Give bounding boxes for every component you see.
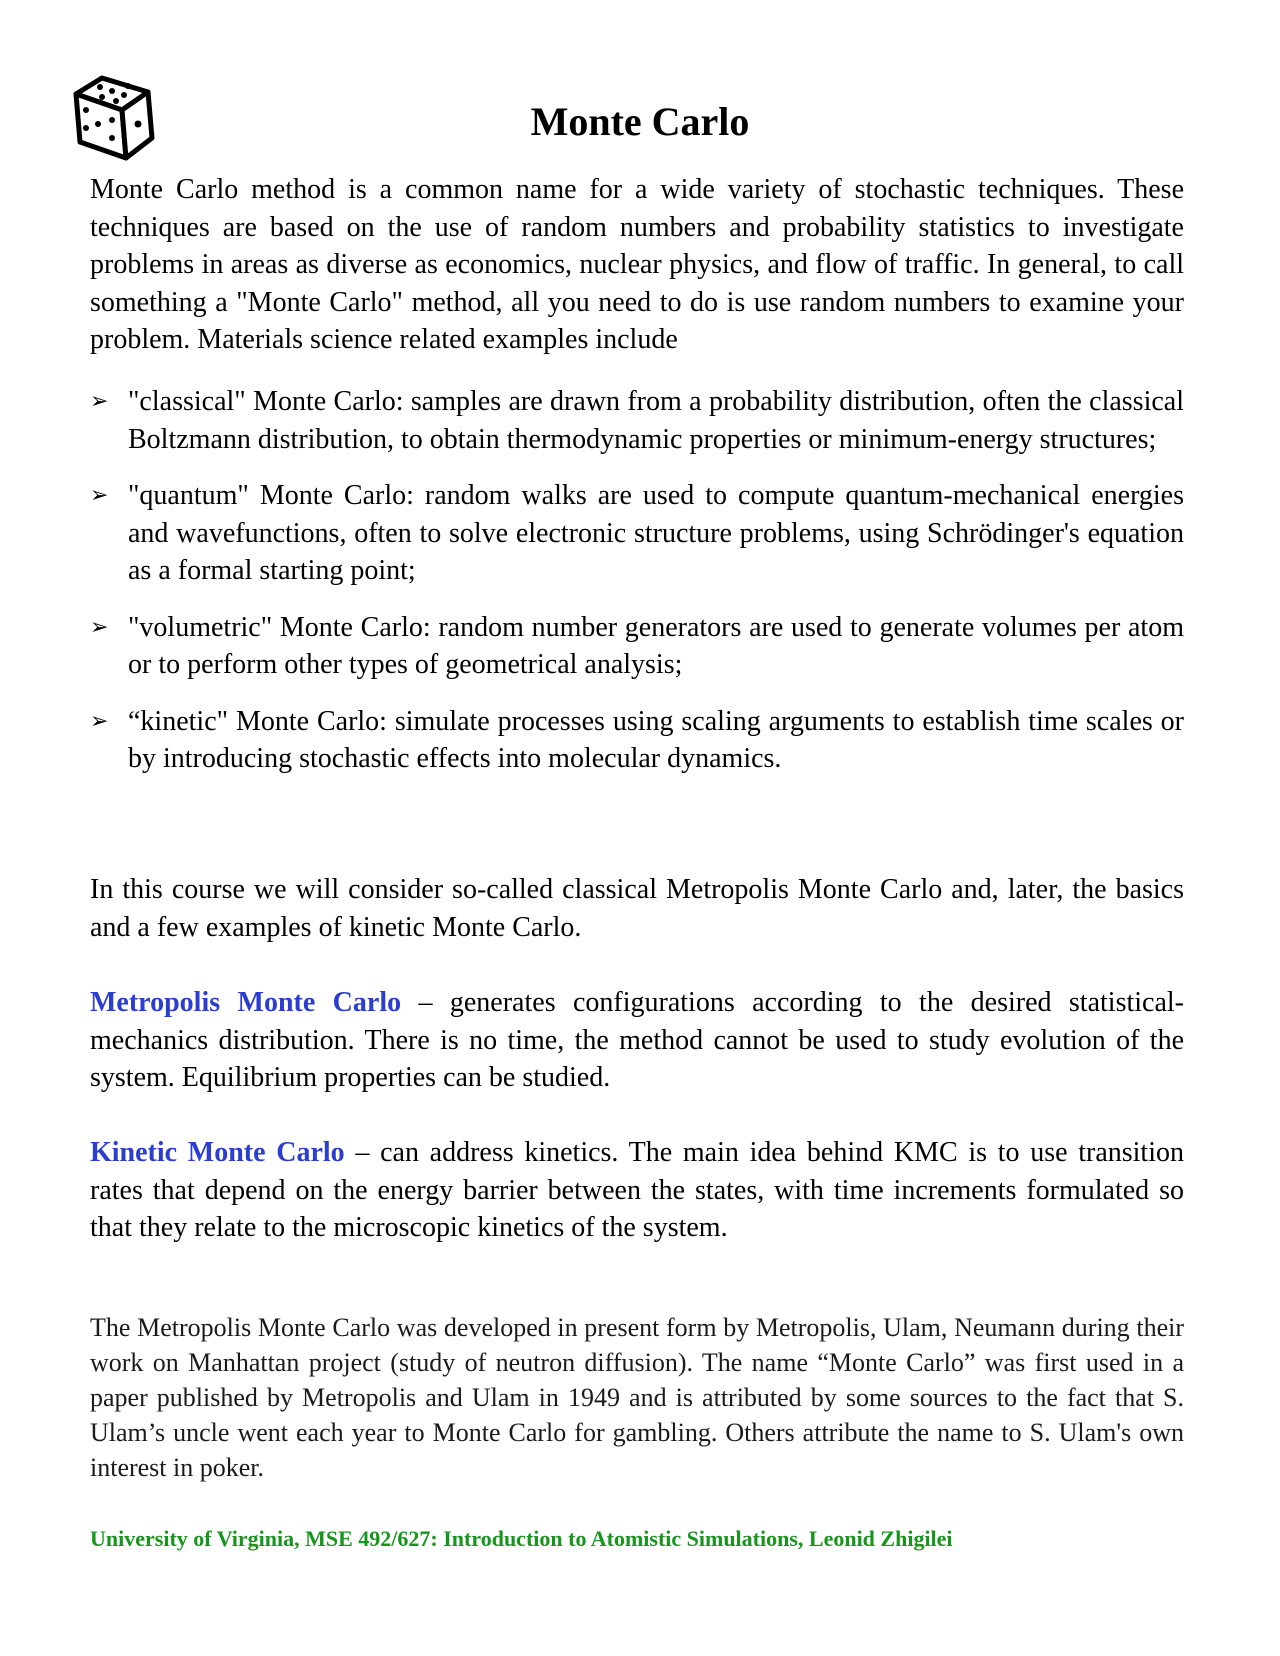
arrow-bullet-icon: ➢ [90,708,109,734]
list-item-text: "volumetric" Monte Carlo: random number generators are used to generate volumes per atom or to perform other types of geometrical analysis; [128,611,1184,680]
kinetic-paragraph [90,1134,1184,1247]
list-item [90,609,1184,684]
list-item [90,477,1184,590]
list-item-text: “kinetic" Monte Carlo: simulate processes using scaling arguments to establish time scales or by introducing stochastic effects into molecular dynamics. [128,705,1184,774]
list-item-text: "quantum" Monte Carlo: random walks are used to compute quantum-mechanical energies and wavefunctions, often to solve electronic structure problems, using Schrödinger's equation as a formal starting point; [128,480,1184,586]
arrow-bullet-icon: ➢ [90,614,109,640]
metropolis-description: – generates configurations according to the desired statistical-mechanics distribution. There is no time, the method cannot be used to study evolution of the system. Equilibrium properties can be studied. [90,987,1184,1093]
kinetic-description: – can address kinetics. The main idea behind KMC is to use transition rates that depend on the energy barrier between the states, with time increments formulated so that they relate to the microscopic kinetics of the system. [90,1137,1184,1243]
metropolis-term: Metropolis Monte Carlo [90,987,402,1018]
list-item-text: "classical" Monte Carlo: samples are drawn from a probability distribution, often the classical Boltzmann distribution, to obtain thermodynamic properties or minimum-energy structures; [128,386,1184,455]
intro-paragraph: Monte Carlo method is a common name for a wide variety of stochastic techniques. These techniques are based on the use of random numbers and probability statistics to investigate problems in areas as diverse as economics, nuclear physics, and flow of traffic. In general, to call something a "Monte Carlo" method, all you need to do is use random numbers to examine your problem. Materials science related examples include [90,174,1184,355]
list-item [90,383,1184,458]
course-paragraph: In this course we will consider so-called classical Metropolis Monte Carlo and, later, the basics and a few examples of kinetic Monte Carlo. [90,874,1184,943]
page-title: Monte Carlo [530,99,750,144]
footer-credit: University of Virginia, MSE 492/627: Introduction to Atomistic Simulations, Leonid Zhigilei [90,1526,953,1551]
kinetic-term: Kinetic Monte Carlo [90,1137,345,1168]
arrow-bullet-icon: ➢ [90,389,109,414]
arrow-bullet-icon: ➢ [90,483,109,508]
examples-list [90,383,1184,797]
list-item [90,703,1184,778]
metropolis-paragraph [90,984,1184,1097]
history-paragraph: The Metropolis Monte Carlo was developed in present form by Metropolis, Ulam, Neumann during their work on Manhattan project (study of neutron diffusion). The name “Monte Carlo” was first used in a paper published by Metropolis and Ulam in 1949 and is attributed by some sources to the fact that S. Ulam’s uncle went each year to Monte Carlo for gambling. Others attribute the name to S. Ulam's own interest in poker. [90,1313,1184,1482]
